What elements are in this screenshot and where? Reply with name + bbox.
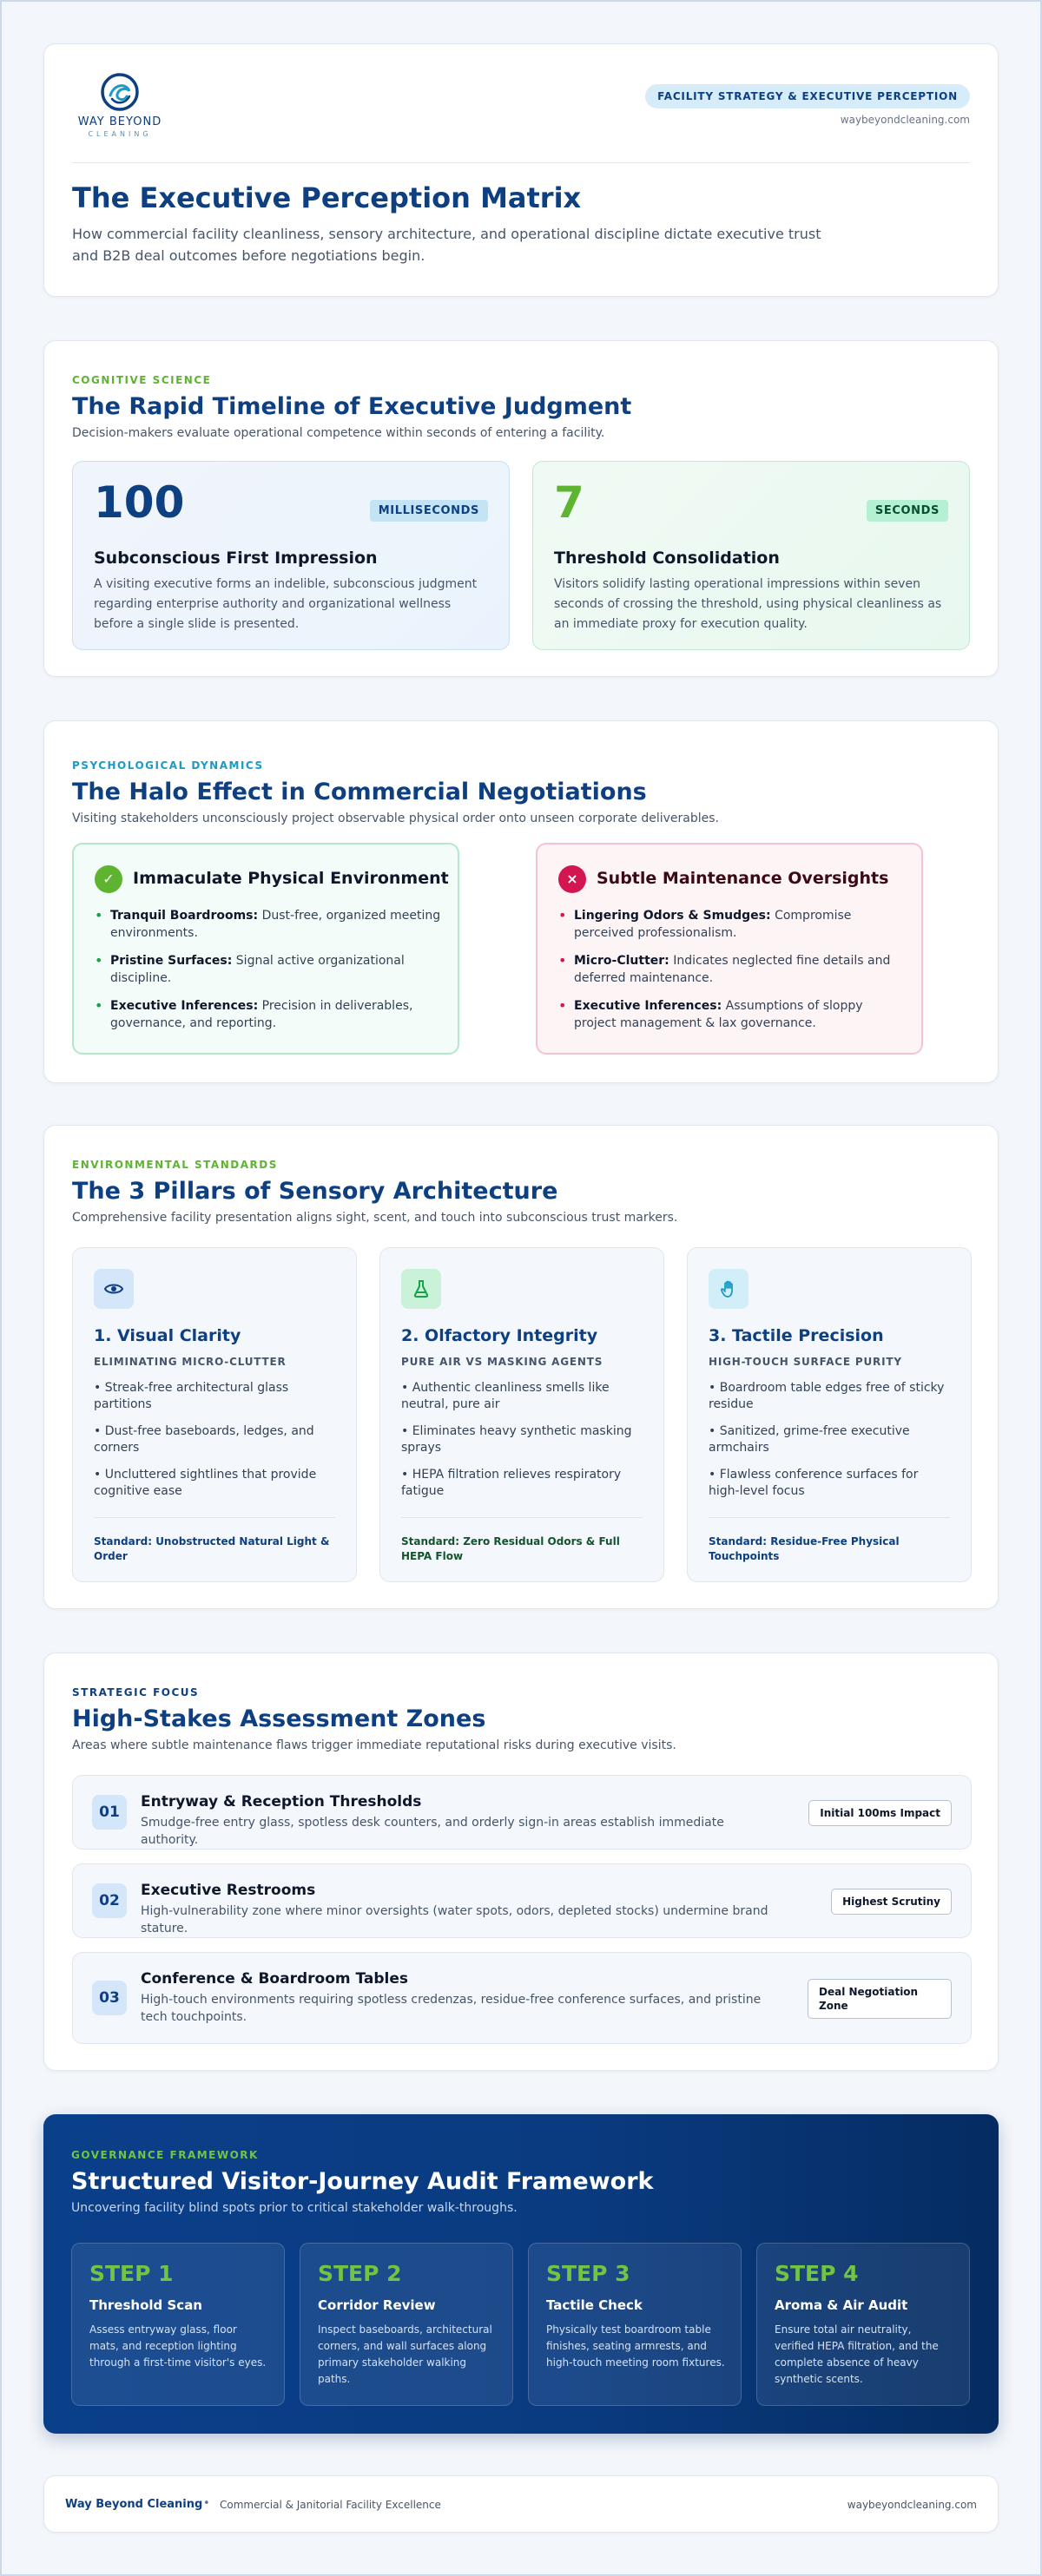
footer-separator: • — [203, 2497, 210, 2510]
footer-website-link[interactable]: waybeyondcleaning.com — [847, 2499, 977, 2511]
close-icon: × — [558, 865, 586, 893]
pillars-subtitle: Comprehensive facility presentation aligns sight, scent, and touch into subconscious trust markers. — [72, 1211, 678, 1225]
logo-mark-icon — [98, 72, 142, 112]
halo-eyebrow: PSYCHOLOGICAL DYNAMICS — [72, 759, 264, 772]
pillar-title: 1. Visual Clarity — [94, 1326, 241, 1345]
pillar-subtitle: PURE AIR VS MASKING AGENTS — [401, 1356, 603, 1368]
list-item-label: Micro-Clutter: — [574, 954, 669, 968]
list-item — [95, 907, 442, 942]
list-item: • HEPA filtration relieves respiratory fatigue — [401, 1468, 622, 1498]
step-description: Assess entryway glass, floor mats, and reception lighting through a first-time visitor's eyes. — [89, 2323, 267, 2369]
pillars-title: The 3 Pillars of Sensory Architecture — [72, 1178, 558, 1205]
list-item: • Eliminates heavy synthetic masking sprays — [401, 1424, 632, 1455]
list-item-label: Executive Inferences: — [110, 999, 259, 1013]
timeline-title: The Rapid Timeline of Executive Judgment — [72, 393, 632, 420]
pillars-eyebrow: ENVIRONMENTAL STANDARDS — [72, 1159, 278, 1171]
brand-logo[interactable] — [72, 72, 168, 141]
list-item: • Sanitized, grime-free executive armchairs — [709, 1424, 910, 1455]
zone-badge: Initial 100ms Impact — [808, 1800, 952, 1826]
pillars-section — [43, 1125, 999, 1609]
list-item-text: Signal active organizational discipline. — [110, 954, 405, 985]
zone-title: Entryway & Reception Thresholds — [141, 1793, 422, 1810]
step-card-4 — [756, 2243, 970, 2406]
step-card-3 — [528, 2243, 742, 2406]
timeline-subtitle: Decision-makers evaluate operational competence within seconds of entering a facility. — [72, 426, 605, 440]
pillar-standard: Standard: Zero Residual Odors & Full HEPA Flow — [401, 1535, 620, 1562]
pillar-points — [401, 1380, 644, 1510]
pillar-divider — [401, 1517, 643, 1518]
flask-icon — [401, 1269, 441, 1309]
page-intro: How commercial facility cleanliness, sensory architecture, and operational discipline dictate executive trust and B2B deal outcomes before negotiations begin. — [72, 226, 821, 264]
timeline-card-description: Visitors solidify lasting operational impressions within seven seconds of crossing the threshold, using physical cleanliness as an immediate proxy for execution quality. — [554, 577, 942, 631]
halo-section — [43, 720, 999, 1083]
logo-tagline: CLEANING — [88, 130, 152, 138]
zone-badge: Deal Negotiation Zone — [808, 1979, 952, 2019]
list-item-text: Compromise perceived professionalism. — [574, 909, 852, 940]
step-title: Corridor Review — [318, 2297, 436, 2313]
halo-positive-card — [72, 843, 459, 1055]
list-item — [558, 997, 906, 1032]
pillar-card-olfactory — [379, 1247, 664, 1582]
timeline-card-milliseconds — [72, 461, 510, 650]
header-divider — [72, 162, 970, 163]
halo-negative-card — [536, 843, 923, 1055]
step-title: Tactile Check — [546, 2297, 643, 2313]
zones-eyebrow: STRATEGIC FOCUS — [72, 1686, 200, 1699]
timeline-card-seconds — [532, 461, 970, 650]
eye-icon — [94, 1269, 134, 1309]
timeline-card-description: A visiting executive forms an indelible, subconscious judgment regarding enterprise authority and organizational wellness before a single slide is presented. — [94, 577, 478, 631]
step-description: Inspect baseboards, architectural corners, and wall surfaces along primary stakeholder walking paths. — [318, 2323, 492, 2385]
pillar-points — [94, 1380, 337, 1510]
list-item: • Streak-free architectural glass partitions — [94, 1381, 289, 1411]
timeline-unit-badge: SECONDS — [867, 500, 948, 522]
framework-section — [43, 2114, 999, 2434]
step-description: Physically test boardroom table finishes, seating armrests, and high-touch meeting room fixtures. — [546, 2323, 725, 2369]
list-item-text: Dust-free, organized meeting environments. — [110, 909, 441, 940]
logo-name: WAY BEYOND — [77, 115, 162, 128]
list-item-label: Executive Inferences: — [574, 999, 722, 1013]
zone-description: Smudge-free entry glass, spotless desk counters, and orderly sign-in areas establish immediate authority. — [141, 1816, 724, 1847]
step-title: Threshold Scan — [89, 2297, 202, 2313]
pillar-title: 2. Olfactory Integrity — [401, 1326, 598, 1345]
zone-item-conference — [72, 1952, 972, 2044]
zones-subtitle: Areas where subtle maintenance flaws trigger immediate reputational risks during executive visits. — [72, 1738, 676, 1752]
category-pill: FACILITY STRATEGY & EXECUTIVE PERCEPTION — [645, 84, 970, 108]
halo-positive-title: Immaculate Physical Environment — [133, 869, 449, 888]
timeline-card-title: Threshold Consolidation — [554, 549, 780, 568]
step-number: STEP 3 — [546, 2261, 630, 2286]
list-item-text: Precision in deliverables, governance, and reporting. — [110, 999, 413, 1030]
zone-item-entryway — [72, 1775, 972, 1850]
zone-description: High-vulnerability zone where minor oversights (water spots, odors, depleted stocks) undermine brand stature. — [141, 1904, 768, 1935]
zone-number: 03 — [92, 1981, 127, 2015]
framework-eyebrow: GOVERNANCE FRAMEWORK — [71, 2149, 259, 2161]
list-item-label: Tranquil Boardrooms: — [110, 909, 259, 923]
pillar-divider — [709, 1517, 950, 1518]
step-description: Ensure total air neutrality, verified HEPA filtration, and the complete absence of heavy synthetic scents. — [775, 2323, 939, 2385]
timeline-number: 100 — [94, 477, 185, 528]
step-number: STEP 1 — [89, 2261, 174, 2286]
list-item: • Uncluttered sightlines that provide cognitive ease — [94, 1468, 317, 1498]
footer-tagline: Commercial & Janitorial Facility Excellence — [220, 2499, 441, 2511]
framework-subtitle: Uncovering facility blind spots prior to critical stakeholder walk-throughs. — [71, 2201, 518, 2215]
list-item-label: Lingering Odors & Smudges: — [574, 909, 771, 923]
page-title: The Executive Perception Matrix — [72, 181, 582, 214]
halo-negative-list — [558, 907, 906, 1042]
timeline-eyebrow: COGNITIVE SCIENCE — [72, 374, 212, 386]
timeline-number: 7 — [554, 477, 584, 528]
pillar-title: 3. Tactile Precision — [709, 1326, 884, 1345]
list-item — [558, 952, 906, 987]
step-card-1 — [71, 2243, 285, 2406]
step-number: STEP 2 — [318, 2261, 402, 2286]
step-title: Aroma & Air Audit — [775, 2297, 908, 2313]
list-item: • Boardroom table edges free of sticky residue — [709, 1381, 945, 1411]
hand-icon — [709, 1269, 749, 1309]
pillar-standard: Standard: Unobstructed Natural Light & Order — [94, 1535, 330, 1562]
list-item — [558, 907, 906, 942]
zones-section — [43, 1653, 999, 2071]
footer-brand: Way Beyond Cleaning — [65, 2498, 203, 2511]
zone-description: High-touch environments requiring spotless credenzas, residue-free conference surfaces, and pristine tech touchpoints. — [141, 1993, 762, 2024]
pillar-divider — [94, 1517, 335, 1518]
timeline-section — [43, 340, 999, 677]
footer — [43, 2475, 999, 2533]
zone-title: Executive Restrooms — [141, 1882, 316, 1899]
list-item — [95, 997, 442, 1032]
halo-title: The Halo Effect in Commercial Negotiations — [72, 779, 647, 805]
list-item-label: Pristine Surfaces: — [110, 954, 233, 968]
zones-title: High-Stakes Assessment Zones — [72, 1705, 486, 1732]
timeline-unit-badge: MILLISECONDS — [370, 500, 488, 522]
list-item — [95, 952, 442, 987]
list-item: • Dust-free baseboards, ledges, and corners — [94, 1424, 314, 1455]
list-item-text: Assumptions of sloppy project management & lax governance. — [574, 999, 863, 1030]
pillar-points — [709, 1380, 952, 1510]
zone-title: Conference & Boardroom Tables — [141, 1970, 409, 1988]
framework-title: Structured Visitor-Journey Audit Framework — [71, 2168, 654, 2195]
zone-item-restrooms — [72, 1863, 972, 1938]
step-card-2 — [300, 2243, 513, 2406]
list-item: • Flawless conference surfaces for high-level focus — [709, 1468, 919, 1498]
step-number: STEP 4 — [775, 2261, 859, 2286]
zone-badge: Highest Scrutiny — [831, 1889, 952, 1915]
halo-negative-title: Subtle Maintenance Oversights — [597, 869, 889, 888]
zone-number: 02 — [92, 1883, 127, 1918]
check-icon: ✓ — [95, 865, 122, 893]
pillar-card-tactile — [687, 1247, 972, 1582]
website-link[interactable]: waybeyondcleaning.com — [840, 114, 970, 126]
list-item: • Authentic cleanliness smells like neutral, pure air — [401, 1381, 610, 1411]
halo-positive-list — [95, 907, 442, 1042]
pillar-subtitle: HIGH-TOUCH SURFACE PURITY — [709, 1356, 902, 1368]
pillar-card-visual — [72, 1247, 357, 1582]
halo-subtitle: Visiting stakeholders unconsciously project observable physical order onto unseen corporate deliverables. — [72, 812, 719, 825]
list-item-text: Indicates neglected fine details and deferred maintenance. — [574, 954, 891, 985]
pillar-standard: Standard: Residue-Free Physical Touchpoints — [709, 1535, 900, 1562]
pillar-subtitle: ELIMINATING MICRO-CLUTTER — [94, 1356, 287, 1368]
header-card — [43, 43, 999, 297]
zone-number: 01 — [92, 1795, 127, 1830]
timeline-card-title: Subconscious First Impression — [94, 549, 378, 568]
